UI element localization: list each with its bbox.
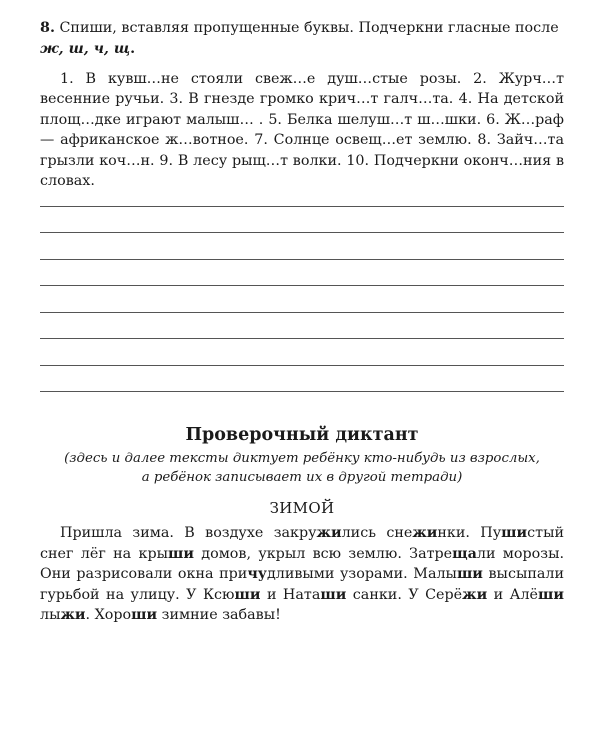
writing-line bbox=[40, 260, 564, 287]
text-segment: домов, укрыл всю землю. Затре bbox=[193, 545, 453, 562]
text-segment: стый снег лёг на кры bbox=[40, 525, 564, 562]
task-8-instruction bbox=[40, 18, 564, 60]
text-segment: и Алё bbox=[487, 586, 539, 603]
highlighted-letters: ши bbox=[501, 525, 528, 541]
text-segment: лы bbox=[40, 607, 61, 624]
dictation-section bbox=[40, 422, 564, 626]
text-segment: дливыми узорами. Малы bbox=[266, 566, 457, 583]
task-number: 8. bbox=[40, 20, 55, 36]
writing-line bbox=[40, 339, 564, 366]
highlighted-letters: ши bbox=[167, 545, 194, 562]
exercise-text: 1. В кувш…не стояли свеж…е душ…стые розы. 2. Журч…т весенние ручьи. 3. В гнезде громко крич…т галч…та. 4. На детской площ…дке играют малыш… . 5. Белка шелуш…т ш…шки. 6. Ж…раф — африканское ж…вотное. 7. Солнце освещ…ет землю. 8. Зайч…та грызли коч…н. 9. В лесу рыщ…т волки. 10. Подчеркни оконч…ния в словах. bbox=[40, 71, 564, 190]
writing-line bbox=[40, 286, 564, 313]
text-segment: зимние забавы! bbox=[157, 607, 281, 624]
text-segment: . Хоро bbox=[85, 607, 132, 624]
dictation-note-line-1: (здесь и далее тексты диктует ребёнку кто-нибудь из взрослых, bbox=[64, 451, 540, 466]
text-segment: санки. У Серё bbox=[346, 586, 463, 603]
text-segment: лись сне bbox=[341, 525, 413, 541]
text-segment: Пришла зима. В воздухе закру bbox=[60, 525, 317, 541]
writing-line bbox=[40, 207, 564, 234]
highlighted-letters: жи bbox=[412, 525, 438, 541]
writing-line bbox=[40, 313, 564, 340]
text-segment: высыпали гурьбой на улицу. У Ксю bbox=[40, 566, 564, 603]
dictation-title: Проверочный диктант bbox=[185, 425, 419, 445]
task-8 bbox=[40, 18, 564, 191]
highlighted-letters: ши bbox=[320, 586, 347, 603]
highlighted-letters: ши bbox=[456, 566, 483, 583]
highlighted-letters: жи bbox=[316, 525, 342, 541]
text-segment: нки. Пу bbox=[437, 525, 502, 541]
instruction-text: Спиши, вставляя пропущенные буквы. Подчеркни гласные после bbox=[59, 20, 559, 36]
text-segment: ли морозы. Они разрисовали окна при bbox=[40, 545, 564, 583]
writing-lines bbox=[40, 180, 564, 392]
highlighted-letters: жи bbox=[60, 607, 86, 624]
instruction-end: . bbox=[130, 41, 136, 57]
writing-line bbox=[40, 233, 564, 260]
dictation-note bbox=[40, 450, 564, 487]
writing-line bbox=[40, 180, 564, 207]
highlighted-letters: ща bbox=[452, 545, 477, 562]
dictation-heading: ЗИМОЙ bbox=[269, 499, 335, 517]
highlighted-letters: чу bbox=[247, 566, 267, 583]
text-segment: и Ната bbox=[260, 586, 321, 603]
dictation-text bbox=[40, 523, 564, 626]
highlighted-letters: ши bbox=[538, 586, 564, 603]
writing-line bbox=[40, 366, 564, 393]
highlighted-letters: ши bbox=[131, 607, 158, 624]
letters: ж, ш, ч, щ bbox=[40, 41, 131, 57]
highlighted-letters: ши bbox=[234, 586, 261, 603]
highlighted-letters: жи bbox=[462, 586, 488, 603]
dictation-note-line-2: а ребёнок записывает их в другой тетради) bbox=[141, 469, 463, 485]
